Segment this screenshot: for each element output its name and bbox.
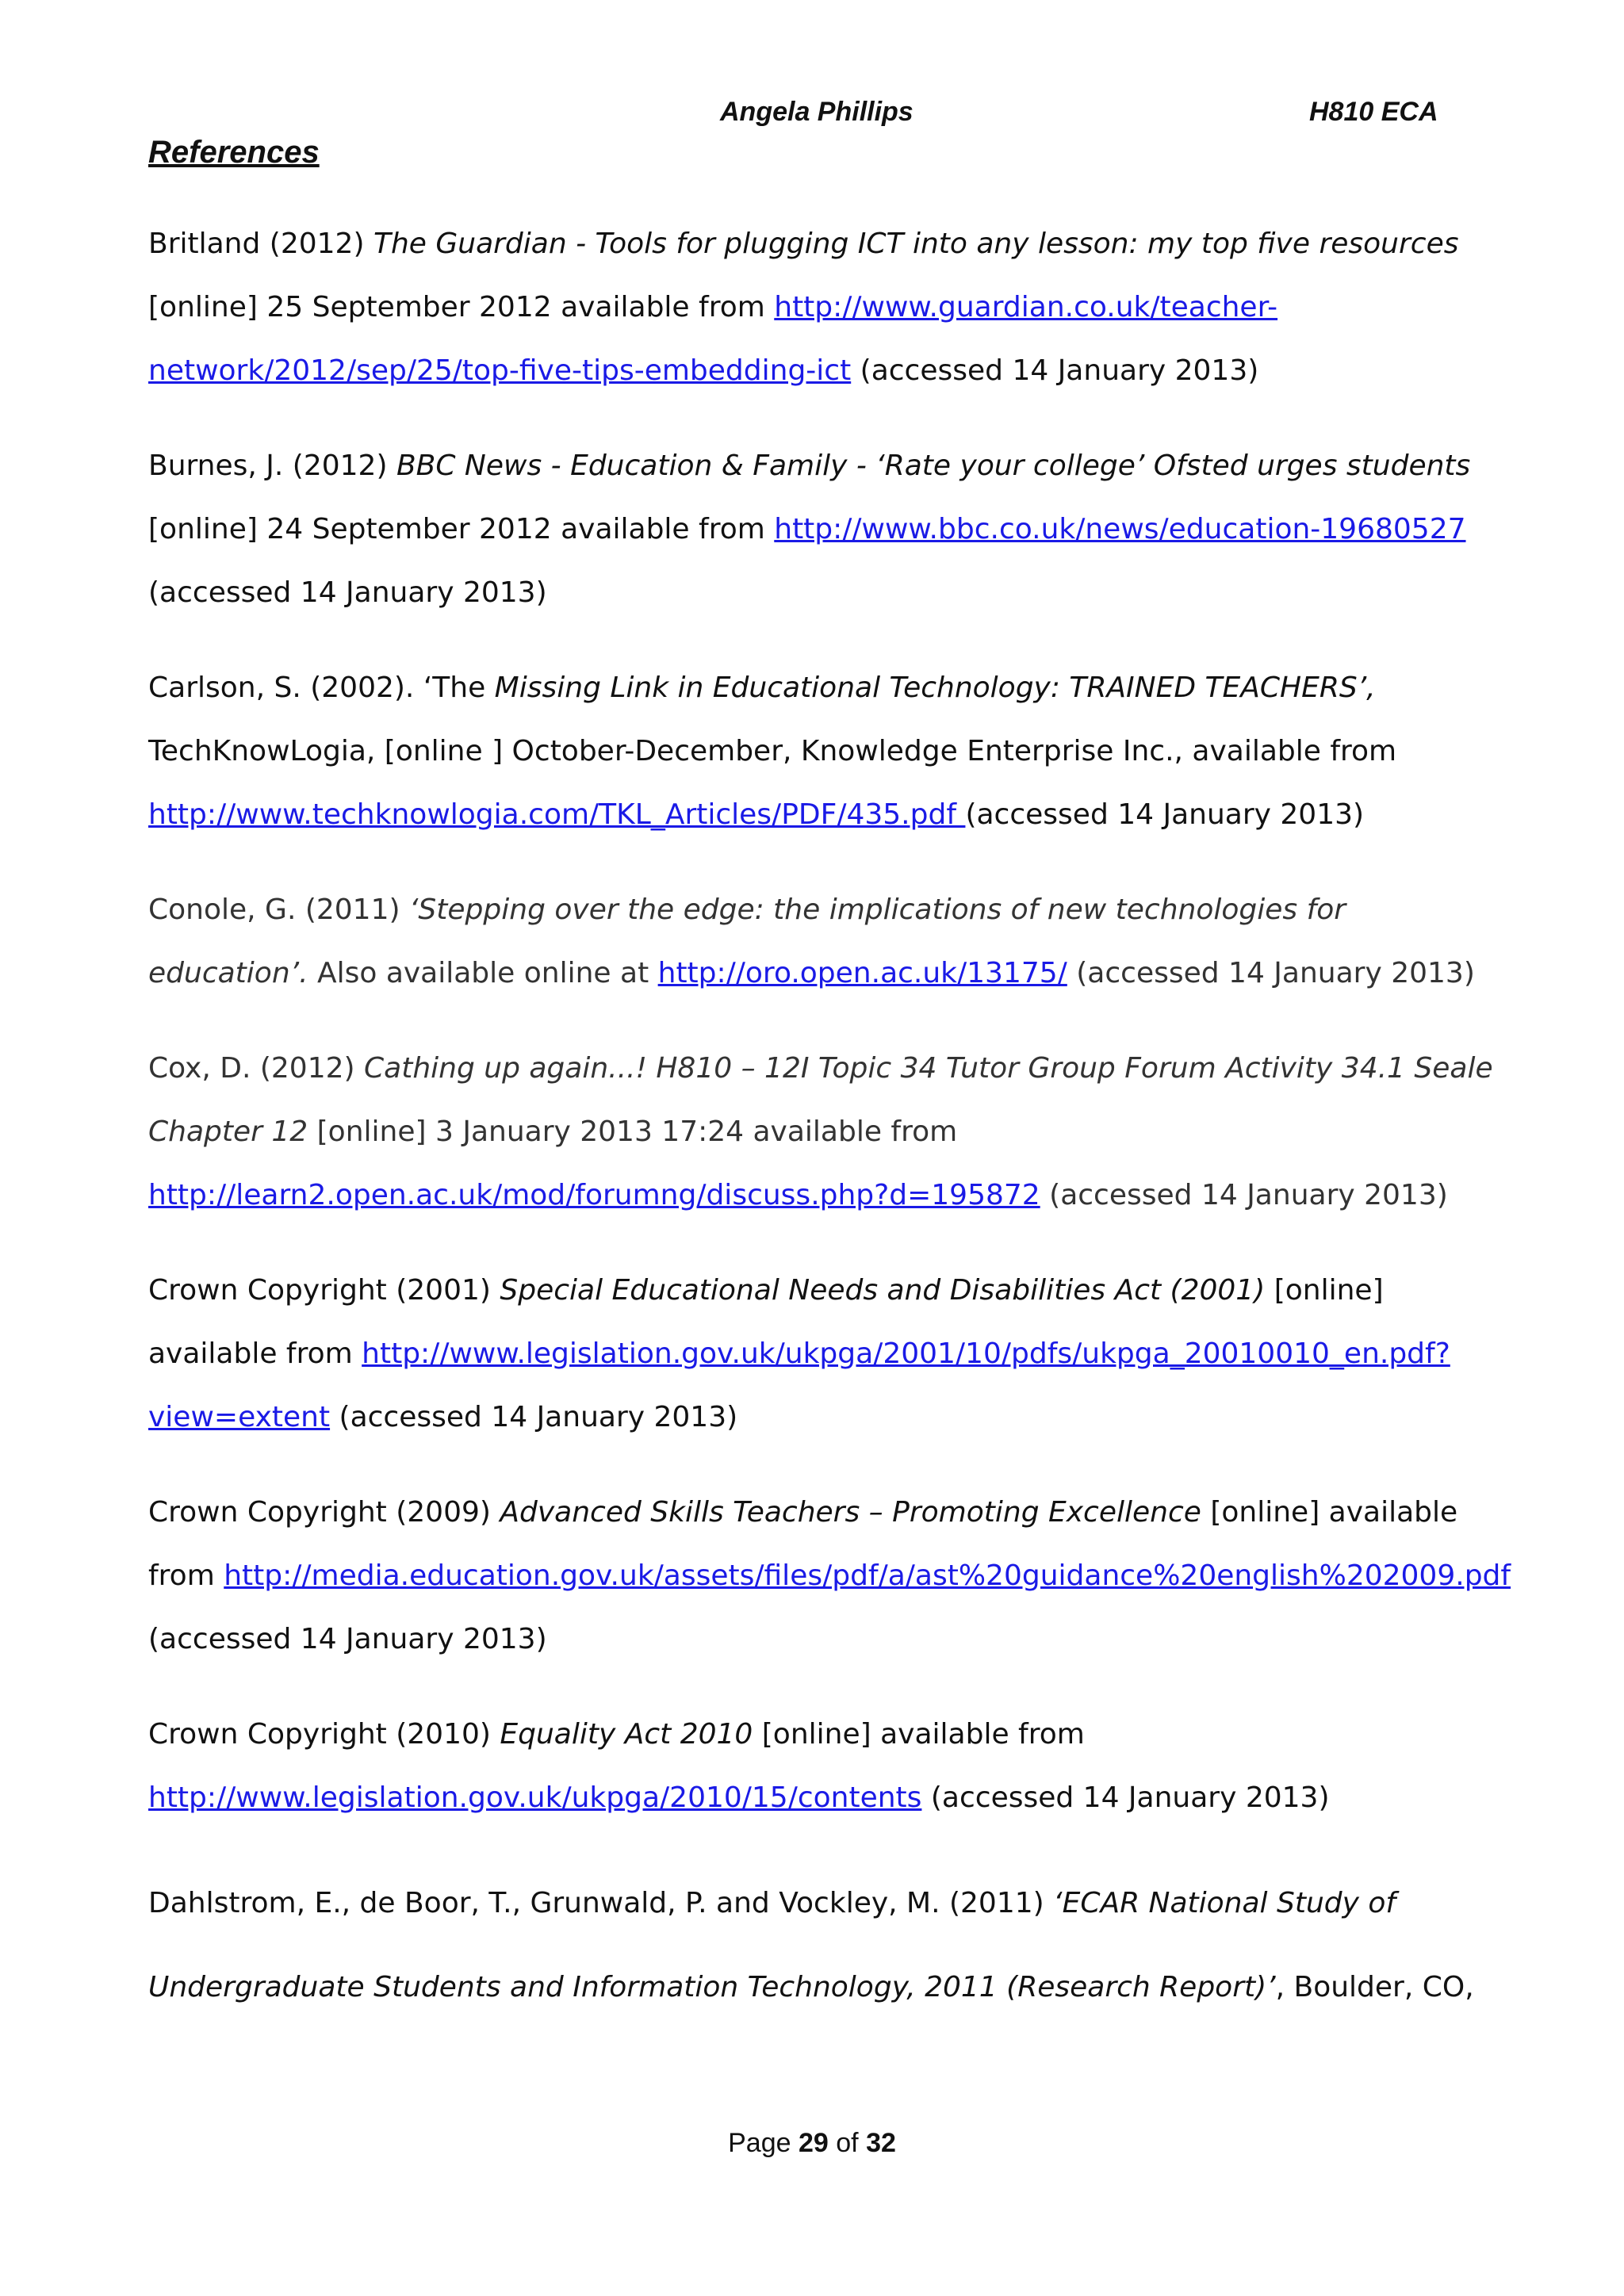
reference-item xyxy=(148,434,1512,625)
ref-link[interactable]: http://www.guardian.co.uk/teacher-network/2012/sep/25/top-five-tips-embedding-ict xyxy=(148,291,1278,387)
ref-title: ‘ECAR National Study of Undergraduate Students and Information Technology, 2011 (Research Report)’ xyxy=(148,1887,1396,2003)
ref-title: Missing Link in Educational Technology: TRAINED TEACHERS’, xyxy=(494,672,1376,704)
ref-link[interactable]: http://www.legislation.gov.uk/ukpga/2010/15/contents xyxy=(148,1781,922,1814)
ref-author-year: Crown Copyright (2010) xyxy=(148,1718,500,1751)
ref-author-year: Conole, G. (2011) xyxy=(148,894,409,926)
reference-item xyxy=(148,1481,1512,1671)
ref-title: The Guardian - Tools for plugging ICT into any lesson: my top five resources xyxy=(373,228,1459,260)
ref-title: ‘Stepping over the edge: the implications of new technologies for education’. xyxy=(148,894,1346,989)
ref-author-year: Cox, D. (2012) xyxy=(148,1052,365,1085)
ref-detail: [online] 24 September 2012 available from xyxy=(148,513,775,545)
ref-accessed: (accessed 14 January 2013) xyxy=(1040,1179,1448,1211)
ref-detail: [online] available from xyxy=(753,1718,1085,1751)
reference-item xyxy=(148,1862,1512,2030)
ref-title: Advanced Skills Teachers – Promoting Excellence xyxy=(500,1496,1201,1529)
footer-page-number: 29 xyxy=(798,2128,829,2158)
ref-detail: TechKnowLogia, [online ] October-December, Knowledge Enterprise Inc., available from xyxy=(148,735,1397,767)
ref-link[interactable]: http://media.education.gov.uk/assets/files/pdf/a/ast%20guidance%20english%202009.pdf xyxy=(224,1559,1511,1592)
ref-accessed: (accessed 14 January 2013) xyxy=(965,798,1365,831)
ref-link[interactable]: http://learn2.open.ac.uk/mod/forumng/discuss.php?d=195872 xyxy=(148,1179,1040,1211)
ref-detail: [online] 25 September 2012 available from xyxy=(148,291,775,323)
ref-accessed: (accessed 14 January 2013) xyxy=(851,354,1259,387)
ref-detail: [online] available from xyxy=(148,1496,1458,1592)
ref-author-year: Dahlstrom, E., de Boor, T., Grunwald, P. and Vockley, M. (2011) xyxy=(148,1887,1054,1919)
header-author: Angela Phillips xyxy=(720,97,914,127)
ref-accessed: (accessed 14 January 2013) xyxy=(148,576,547,609)
header-course-code: H810 ECA xyxy=(1309,97,1438,127)
reference-item xyxy=(148,1703,1512,1830)
ref-accessed: (accessed 14 January 2013) xyxy=(330,1401,738,1433)
section-title: References xyxy=(148,135,320,170)
reference-item xyxy=(148,878,1512,1005)
ref-accessed: (accessed 14 January 2013) xyxy=(1067,957,1475,989)
footer-of-word: of xyxy=(836,2128,859,2158)
page-header xyxy=(0,97,1624,136)
page-footer xyxy=(0,2128,1624,2159)
reference-item xyxy=(148,656,1512,847)
ref-author-year: Britland (2012) xyxy=(148,228,373,260)
ref-link[interactable]: http://oro.open.ac.uk/13175/ xyxy=(657,957,1067,989)
ref-title: Cathing up again...! H810 – 12I Topic 34 Tutor Group Forum Activity 34.1 Seale Chapter 12 xyxy=(148,1052,1493,1148)
reference-list xyxy=(148,212,1512,2061)
ref-detail: [online] 3 January 2013 17:24 available from xyxy=(308,1115,958,1148)
ref-link[interactable]: http://www.bbc.co.uk/news/education-19680527 xyxy=(774,513,1466,545)
reference-item xyxy=(148,1037,1512,1227)
ref-title: Equality Act 2010 xyxy=(500,1718,753,1751)
ref-accessed: (accessed 14 January 2013) xyxy=(148,1623,547,1655)
reference-item xyxy=(148,1259,1512,1449)
ref-author-year: Crown Copyright (2001) xyxy=(148,1274,500,1307)
ref-author-year: Burnes, J. (2012) xyxy=(148,450,396,482)
ref-author-year: Carlson, S. (2002). ‘The xyxy=(148,672,495,704)
reference-item xyxy=(148,212,1512,403)
ref-detail: , Boulder, CO, xyxy=(1275,1971,1474,2003)
ref-detail: Also available online at xyxy=(308,957,658,989)
ref-detail: [online] available from xyxy=(148,1274,1384,1370)
ref-link[interactable]: http://www.techknowlogia.com/TKL_Articles/PDF/435.pdf xyxy=(148,798,966,831)
ref-title: BBC News - Education & Family - ‘Rate your college’ Ofsted urges students xyxy=(396,450,1471,482)
footer-page-word: Page xyxy=(728,2128,791,2158)
footer-page-total: 32 xyxy=(866,2128,896,2158)
ref-accessed: (accessed 14 January 2013) xyxy=(921,1781,1330,1814)
ref-link[interactable]: http://www.legislation.gov.uk/ukpga/2001/10/pdfs/ukpga_20010010_en.pdf?view=extent xyxy=(148,1337,1450,1433)
ref-author-year: Crown Copyright (2009) xyxy=(148,1496,500,1529)
ref-title: Special Educational Needs and Disabilities Act (2001) xyxy=(500,1274,1266,1307)
